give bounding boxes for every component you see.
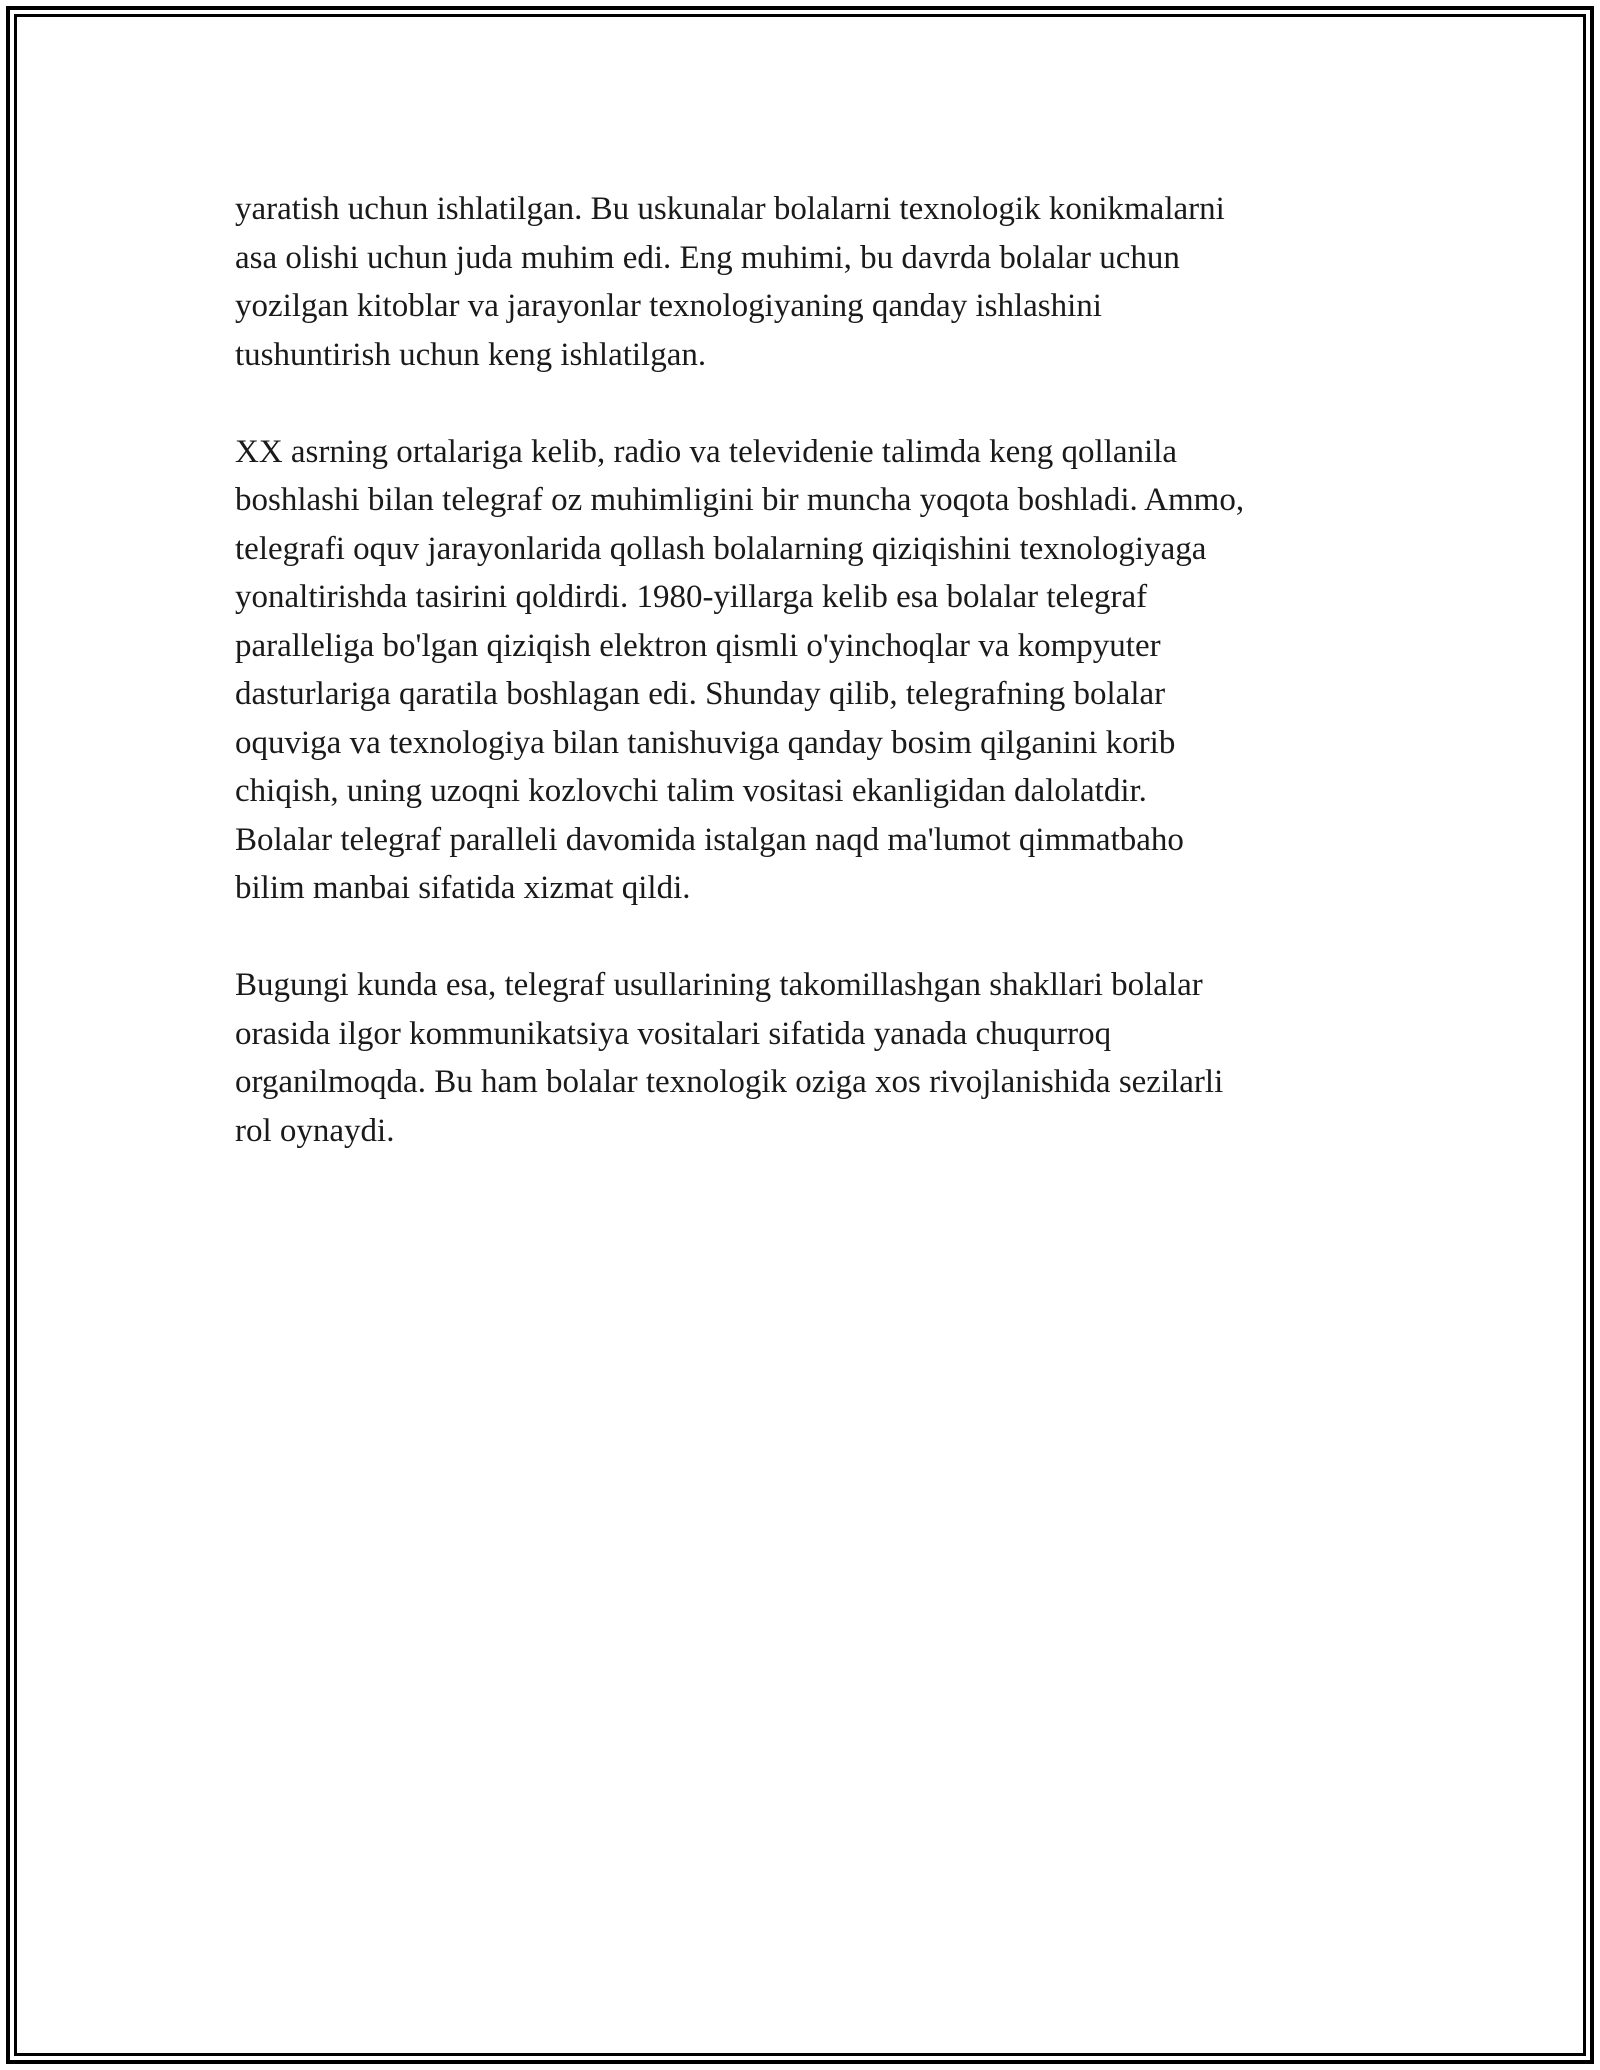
paragraph-3 — [235, 961, 1375, 1155]
paragraph-line: telegrafi oquv jarayonlarida qollash bolalarning qiziqishini texnologiyaga — [235, 530, 1207, 567]
paragraph-line: boshlashi bilan telegraf oz muhimligini bir muncha yoqota boshladi. Ammo, — [235, 482, 1245, 518]
paragraph-line: orasida ilgor kommunikatsiya vositalari sifatida yanada chuqurroq — [235, 1015, 1112, 1052]
paragraph-line: paralleliga bo'lgan qiziqish elektron qismli o'yinchoqlar va kompyuter — [235, 627, 1161, 664]
paragraph-line: chiqish, uning uzoqni kozlovchi talim vositasi ekanligidan dalolatdir. — [235, 773, 1147, 809]
paragraph-line: XX asrning ortalariga kelib, radio va televidenie talimda keng qollanila — [235, 433, 1178, 470]
paragraph-line: dasturlariga qaratila boshlagan edi. Shunday qilib, telegrafning bolalar — [235, 676, 1166, 712]
paragraph-2 — [235, 428, 1375, 913]
paragraph-line: asa olishi uchun juda muhim edi. Eng muhimi, bu davrda bolalar uchun — [235, 239, 1180, 276]
paragraph-line: yozilgan kitoblar va jarayonlar texnologiyaning qanday ishlashini — [235, 288, 1102, 324]
paragraph-line: Bugungi kunda esa, telegraf usullarining takomillashgan shakllari bolalar — [235, 967, 1203, 1003]
paragraph-line: oquviga va texnologiya bilan tanishuviga qanday bosim qilganini korib — [235, 724, 1176, 761]
document-body — [235, 185, 1375, 1204]
paragraph-line: tushuntirish uchun keng ishlatilgan. — [235, 336, 707, 373]
paragraph-line: Bolalar telegraf paralleli davomida istalgan naqd ma'lumot qimmatbaho — [235, 821, 1184, 858]
paragraph-line: yonaltirishda tasirini qoldirdi. 1980-yillarga kelib esa bolalar telegraf — [235, 579, 1148, 615]
paragraph-line: yaratish uchun ishlatilgan. Bu uskunalar bolalarni texnologik konikmalarni — [235, 191, 1225, 227]
paragraph-line: organilmoqda. Bu ham bolalar texnologik oziga xos rivojlanishida sezilarli — [235, 1064, 1224, 1100]
paragraph-line: rol oynaydi. — [235, 1112, 395, 1149]
paragraph-1 — [235, 185, 1375, 379]
paragraph-line: bilim manbai sifatida xizmat qildi. — [235, 870, 691, 906]
